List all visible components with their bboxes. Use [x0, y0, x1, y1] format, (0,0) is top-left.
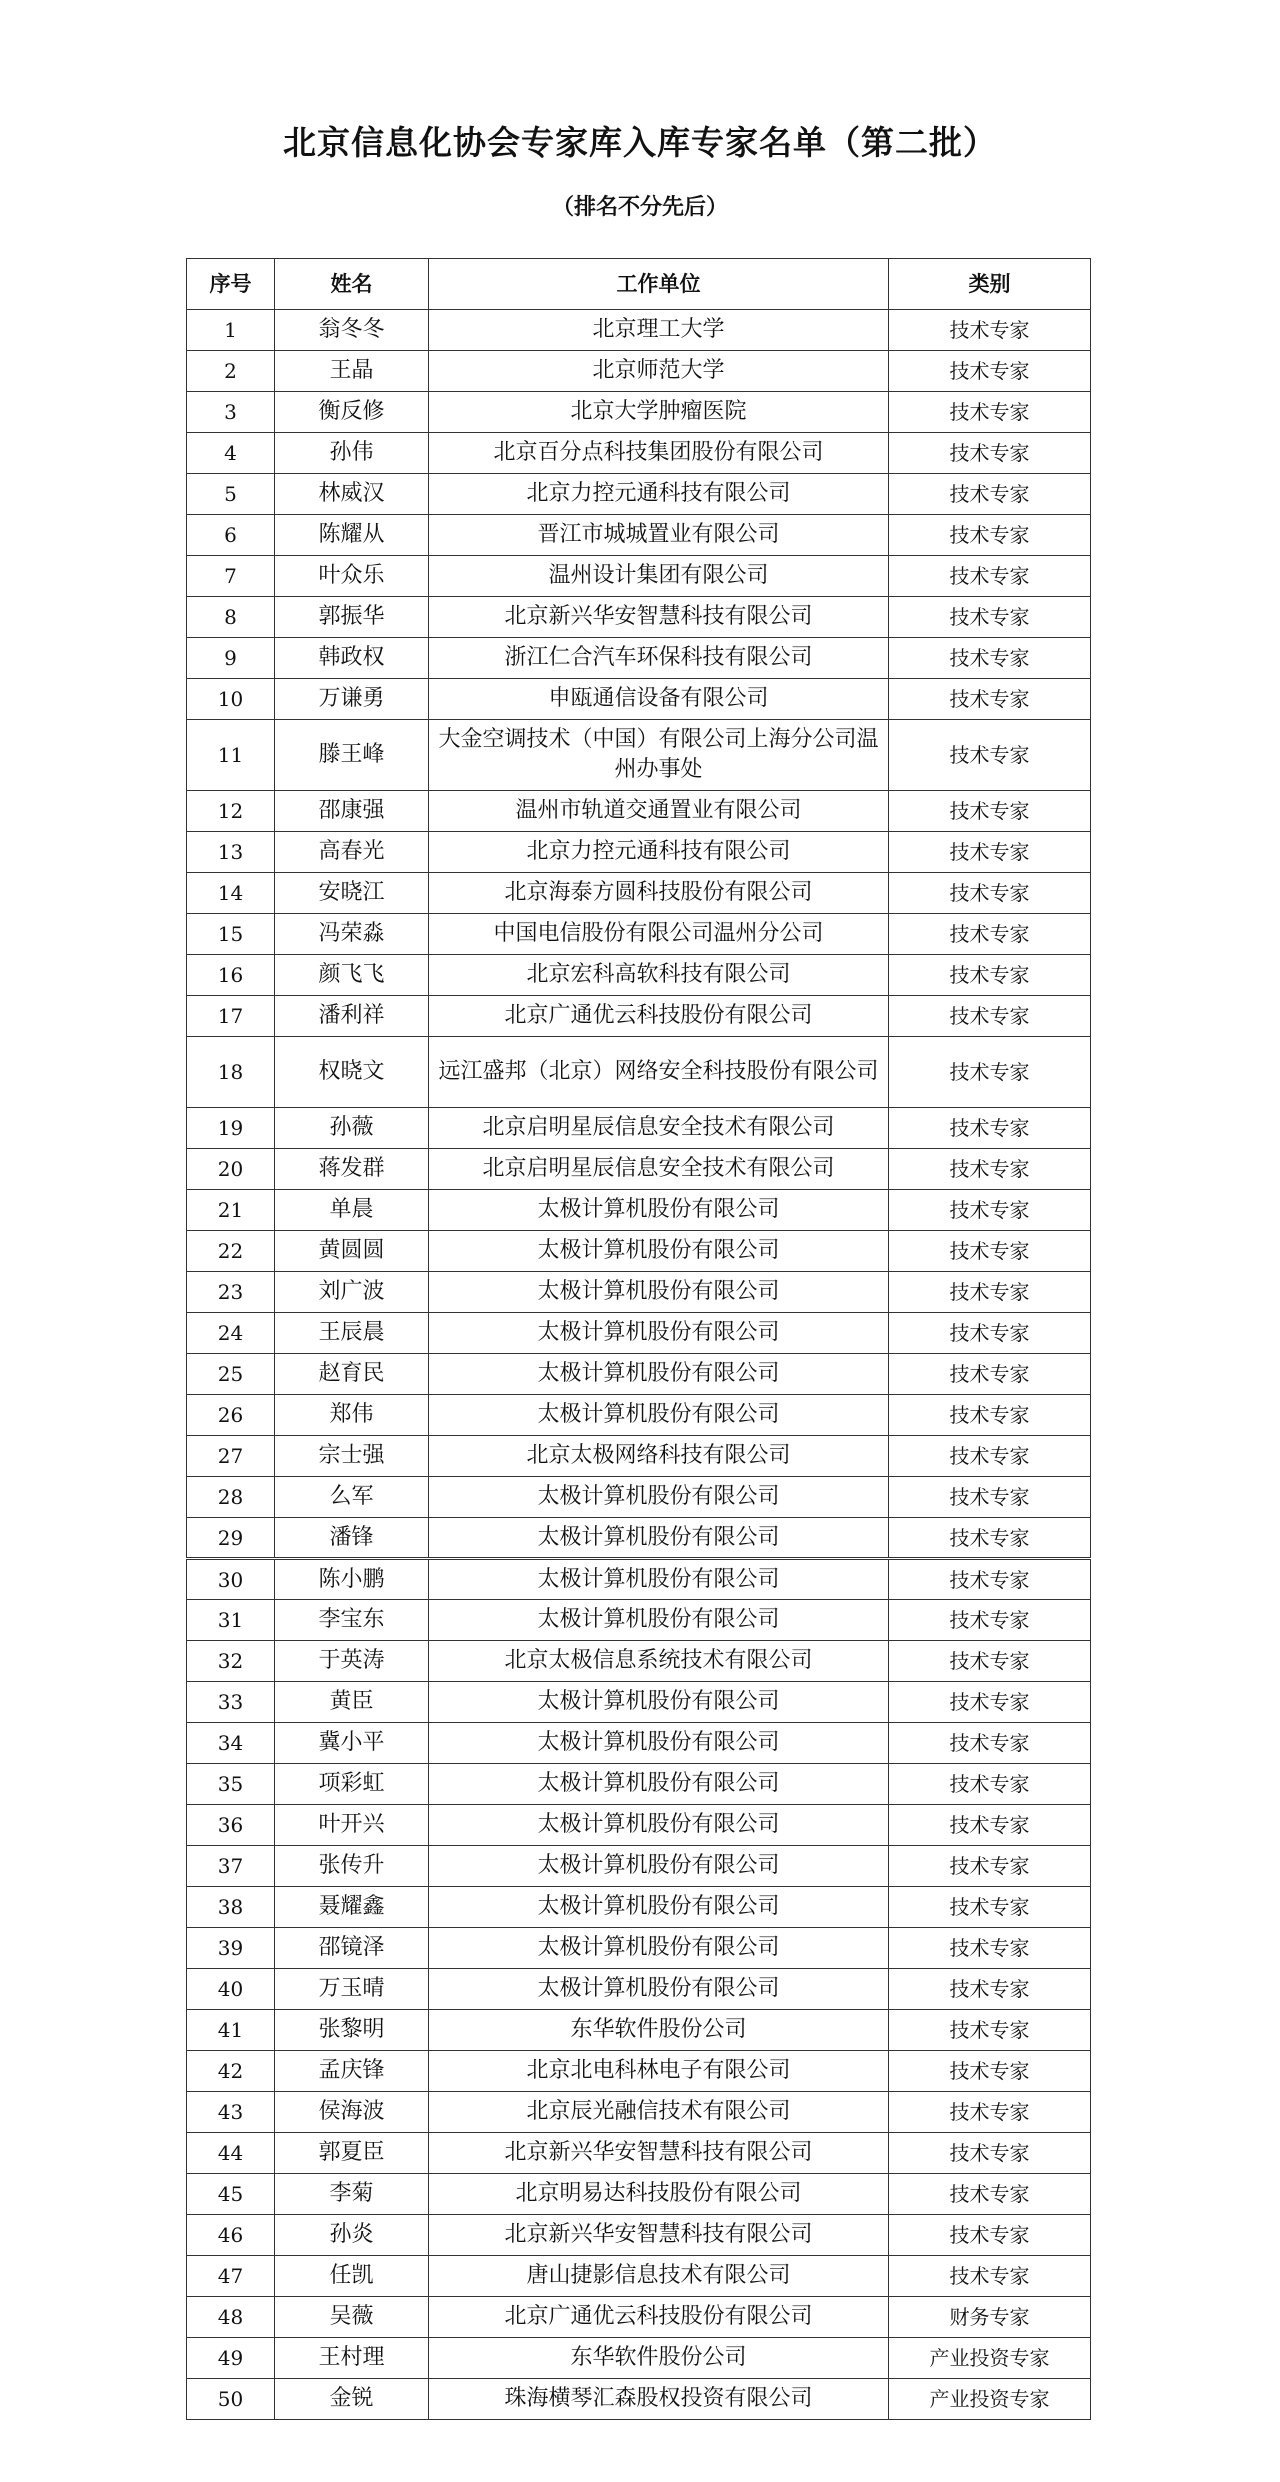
row-seq: 6: [187, 515, 275, 556]
row-seq: 40: [187, 1969, 275, 2010]
row-employer: 北京宏科高软科技有限公司: [429, 955, 889, 996]
row-seq: 10: [187, 679, 275, 720]
table-row: [187, 1231, 1091, 1272]
row-category: 技术专家: [889, 392, 1091, 433]
table-row: [187, 1190, 1091, 1231]
row-employer: 中国电信股份有限公司温州分公司: [429, 914, 889, 955]
row-seq: 13: [187, 832, 275, 873]
row-seq: 16: [187, 955, 275, 996]
row-category: 技术专家: [889, 474, 1091, 515]
row-category: 技术专家: [889, 2256, 1091, 2297]
table-row: [187, 1846, 1091, 1887]
row-seq: 27: [187, 1436, 275, 1477]
table-row: [187, 597, 1091, 638]
table-row: [187, 1641, 1091, 1682]
row-category: 财务专家: [889, 2297, 1091, 2338]
row-name: 邵康强: [275, 791, 429, 832]
row-employer: 申瓯通信设备有限公司: [429, 679, 889, 720]
row-name: 宗士强: [275, 1436, 429, 1477]
row-category: 技术专家: [889, 1313, 1091, 1354]
row-employer: 北京新兴华安智慧科技有限公司: [429, 597, 889, 638]
row-employer: 东华软件股份公司: [429, 2338, 889, 2379]
row-name: 黄圆圆: [275, 1231, 429, 1272]
row-name: 孙伟: [275, 433, 429, 474]
document-title: 北京信息化协会专家库入库专家名单（第二批）: [283, 123, 997, 162]
row-name: 冯荣淼: [275, 914, 429, 955]
row-name: 安晓江: [275, 873, 429, 914]
row-employer: 太极计算机股份有限公司: [429, 1764, 889, 1805]
row-seq: 15: [187, 914, 275, 955]
row-employer: 太极计算机股份有限公司: [429, 1477, 889, 1518]
table-row: [187, 2379, 1091, 2420]
row-seq: 11: [187, 720, 275, 791]
table-row: [187, 1928, 1091, 1969]
table-row: [187, 996, 1091, 1037]
row-seq: 48: [187, 2297, 275, 2338]
table-row: [187, 679, 1091, 720]
row-seq: 14: [187, 873, 275, 914]
row-name: 潘锋: [275, 1518, 429, 1559]
row-employer: 北京北电科林电子有限公司: [429, 2051, 889, 2092]
row-category: 技术专家: [889, 2010, 1091, 2051]
row-employer: 浙江仁合汽车环保科技有限公司: [429, 638, 889, 679]
row-seq: 31: [187, 1600, 275, 1641]
table-row: [187, 2338, 1091, 2379]
table-row: [187, 2092, 1091, 2133]
row-name: 单晨: [275, 1190, 429, 1231]
row-name: 吴薇: [275, 2297, 429, 2338]
table-row: [187, 1764, 1091, 1805]
row-category: 技术专家: [889, 2092, 1091, 2133]
row-name: 韩政权: [275, 638, 429, 679]
row-category: 技术专家: [889, 515, 1091, 556]
table-row: [187, 791, 1091, 832]
row-employer: 北京启明星辰信息安全技术有限公司: [429, 1108, 889, 1149]
row-seq: 36: [187, 1805, 275, 1846]
row-employer: 晋江市城城置业有限公司: [429, 515, 889, 556]
row-category: 技术专家: [889, 597, 1091, 638]
row-category: 技术专家: [889, 2174, 1091, 2215]
row-category: 技术专家: [889, 2215, 1091, 2256]
row-category: 技术专家: [889, 1149, 1091, 1190]
row-category: 技术专家: [889, 351, 1091, 392]
row-name: 权晓文: [275, 1037, 429, 1108]
row-seq: 43: [187, 2092, 275, 2133]
row-category: 技术专家: [889, 1887, 1091, 1928]
row-employer: 温州设计集团有限公司: [429, 556, 889, 597]
row-name: 于英涛: [275, 1641, 429, 1682]
row-seq: 23: [187, 1272, 275, 1313]
table-row: [187, 474, 1091, 515]
row-employer: 太极计算机股份有限公司: [429, 1313, 889, 1354]
row-seq: 30: [187, 1559, 275, 1600]
table-row: [187, 392, 1091, 433]
row-category: 技术专家: [889, 1272, 1091, 1313]
row-category: 技术专家: [889, 433, 1091, 474]
row-employer: 北京新兴华安智慧科技有限公司: [429, 2215, 889, 2256]
row-seq: 33: [187, 1682, 275, 1723]
row-employer: 太极计算机股份有限公司: [429, 1518, 889, 1559]
table-row: [187, 310, 1091, 351]
row-category: 技术专家: [889, 679, 1091, 720]
row-seq: 41: [187, 2010, 275, 2051]
row-category: 技术专家: [889, 791, 1091, 832]
row-seq: 47: [187, 2256, 275, 2297]
row-employer: 太极计算机股份有限公司: [429, 1928, 889, 1969]
row-employer: 太极计算机股份有限公司: [429, 1682, 889, 1723]
row-name: 张传升: [275, 1846, 429, 1887]
row-seq: 12: [187, 791, 275, 832]
row-category: 产业投资专家: [889, 2338, 1091, 2379]
row-category: 技术专家: [889, 1477, 1091, 1518]
row-category: 产业投资专家: [889, 2379, 1091, 2420]
table-row: [187, 720, 1091, 791]
row-name: 么军: [275, 1477, 429, 1518]
expert-table-container: [186, 258, 1090, 2420]
row-employer: 北京海泰方圆科技股份有限公司: [429, 873, 889, 914]
row-employer: 东华软件股份公司: [429, 2010, 889, 2051]
row-seq: 7: [187, 556, 275, 597]
row-seq: 38: [187, 1887, 275, 1928]
row-category: 技术专家: [889, 1037, 1091, 1108]
table-row: [187, 873, 1091, 914]
row-name: 黄臣: [275, 1682, 429, 1723]
table-row: [187, 1723, 1091, 1764]
row-category: 技术专家: [889, 1436, 1091, 1477]
row-name: 聂耀鑫: [275, 1887, 429, 1928]
row-employer: 太极计算机股份有限公司: [429, 1969, 889, 2010]
table-header-row: [187, 259, 1091, 310]
row-name: 冀小平: [275, 1723, 429, 1764]
table-row: [187, 1805, 1091, 1846]
row-seq: 32: [187, 1641, 275, 1682]
row-category: 技术专家: [889, 1559, 1091, 1600]
table-row: [187, 1969, 1091, 2010]
row-category: 技术专家: [889, 1764, 1091, 1805]
row-seq: 17: [187, 996, 275, 1037]
row-name: 孙薇: [275, 1108, 429, 1149]
row-name: 任凯: [275, 2256, 429, 2297]
row-category: 技术专家: [889, 1600, 1091, 1641]
row-employer: 太极计算机股份有限公司: [429, 1887, 889, 1928]
row-employer: 太极计算机股份有限公司: [429, 1354, 889, 1395]
table-row: [187, 955, 1091, 996]
row-name: 万谦勇: [275, 679, 429, 720]
row-employer: 北京力控元通科技有限公司: [429, 832, 889, 873]
row-name: 孟庆锋: [275, 2051, 429, 2092]
row-category: 技术专家: [889, 832, 1091, 873]
table-row: [187, 2051, 1091, 2092]
row-employer: 太极计算机股份有限公司: [429, 1600, 889, 1641]
row-seq: 1: [187, 310, 275, 351]
row-employer: 北京明易达科技股份有限公司: [429, 2174, 889, 2215]
row-employer: 北京理工大学: [429, 310, 889, 351]
row-category: 技术专家: [889, 1190, 1091, 1231]
row-seq: 3: [187, 392, 275, 433]
document-subtitle: （排名不分先后）: [551, 195, 728, 220]
row-category: 技术专家: [889, 873, 1091, 914]
table-row: [187, 638, 1091, 679]
table-body: [187, 310, 1091, 2420]
row-employer: 太极计算机股份有限公司: [429, 1559, 889, 1600]
table-row: [187, 1436, 1091, 1477]
row-employer: 北京太极信息系统技术有限公司: [429, 1641, 889, 1682]
row-name: 郭振华: [275, 597, 429, 638]
row-name: 颜飞飞: [275, 955, 429, 996]
row-employer: 北京太极网络科技有限公司: [429, 1436, 889, 1477]
row-seq: 26: [187, 1395, 275, 1436]
row-category: 技术专家: [889, 2133, 1091, 2174]
row-employer: 北京力控元通科技有限公司: [429, 474, 889, 515]
row-category: 技术专家: [889, 1395, 1091, 1436]
row-name: 金锐: [275, 2379, 429, 2420]
table-row: [187, 1272, 1091, 1313]
table-row: [187, 1149, 1091, 1190]
row-category: 技术专家: [889, 914, 1091, 955]
table-row: [187, 914, 1091, 955]
row-category: 技术专家: [889, 2051, 1091, 2092]
row-name: 张黎明: [275, 2010, 429, 2051]
row-employer: 太极计算机股份有限公司: [429, 1272, 889, 1313]
row-name: 侯海波: [275, 2092, 429, 2133]
row-seq: 21: [187, 1190, 275, 1231]
row-name: 蒋发群: [275, 1149, 429, 1190]
table-row: [187, 1600, 1091, 1641]
row-employer: 太极计算机股份有限公司: [429, 1231, 889, 1272]
row-category: 技术专家: [889, 1231, 1091, 1272]
row-name: 王村理: [275, 2338, 429, 2379]
row-name: 高春光: [275, 832, 429, 873]
table-row: [187, 2133, 1091, 2174]
row-name: 潘利祥: [275, 996, 429, 1037]
row-name: 王晶: [275, 351, 429, 392]
row-employer: 北京百分点科技集团股份有限公司: [429, 433, 889, 474]
row-name: 李菊: [275, 2174, 429, 2215]
header-employer: 工作单位: [429, 259, 889, 310]
row-employer: 北京广通优云科技股份有限公司: [429, 2297, 889, 2338]
row-category: 技术专家: [889, 1641, 1091, 1682]
row-name: 孙炎: [275, 2215, 429, 2256]
row-name: 林威汉: [275, 474, 429, 515]
row-seq: 29: [187, 1518, 275, 1559]
row-seq: 35: [187, 1764, 275, 1805]
table-row: [187, 1108, 1091, 1149]
row-employer: 太极计算机股份有限公司: [429, 1805, 889, 1846]
row-employer: 唐山捷影信息技术有限公司: [429, 2256, 889, 2297]
row-employer: 北京启明星辰信息安全技术有限公司: [429, 1149, 889, 1190]
row-seq: 18: [187, 1037, 275, 1108]
row-seq: 28: [187, 1477, 275, 1518]
row-name: 项彩虹: [275, 1764, 429, 1805]
row-seq: 8: [187, 597, 275, 638]
row-employer: 温州市轨道交通置业有限公司: [429, 791, 889, 832]
row-name: 李宝东: [275, 1600, 429, 1641]
row-employer: 珠海横琴汇森股权投资有限公司: [429, 2379, 889, 2420]
row-seq: 42: [187, 2051, 275, 2092]
row-seq: 39: [187, 1928, 275, 1969]
row-seq: 19: [187, 1108, 275, 1149]
table-row: [187, 1313, 1091, 1354]
table-row: [187, 1037, 1091, 1108]
row-category: 技术专家: [889, 638, 1091, 679]
row-seq: 2: [187, 351, 275, 392]
row-name: 陈小鹏: [275, 1559, 429, 1600]
row-seq: 44: [187, 2133, 275, 2174]
row-category: 技术专家: [889, 1846, 1091, 1887]
row-category: 技术专家: [889, 1723, 1091, 1764]
row-category: 技术专家: [889, 1518, 1091, 1559]
row-category: 技术专家: [889, 720, 1091, 791]
row-name: 万玉晴: [275, 1969, 429, 2010]
table-row: [187, 1682, 1091, 1723]
table-row: [187, 2297, 1091, 2338]
row-seq: 5: [187, 474, 275, 515]
row-seq: 22: [187, 1231, 275, 1272]
row-seq: 46: [187, 2215, 275, 2256]
row-employer: 远江盛邦（北京）网络安全科技股份有限公司: [429, 1037, 889, 1108]
table-row: [187, 515, 1091, 556]
table-row: [187, 1518, 1091, 1559]
table-row: [187, 351, 1091, 392]
row-name: 邵镜泽: [275, 1928, 429, 1969]
row-seq: 34: [187, 1723, 275, 1764]
row-category: 技术专家: [889, 1108, 1091, 1149]
row-seq: 49: [187, 2338, 275, 2379]
table-row: [187, 2256, 1091, 2297]
row-name: 陈耀从: [275, 515, 429, 556]
table-row: [187, 556, 1091, 597]
table-row: [187, 1395, 1091, 1436]
row-category: 技术专家: [889, 1354, 1091, 1395]
row-seq: 37: [187, 1846, 275, 1887]
row-seq: 25: [187, 1354, 275, 1395]
header-name: 姓名: [275, 259, 429, 310]
row-employer: 北京辰光融信技术有限公司: [429, 2092, 889, 2133]
row-employer: 太极计算机股份有限公司: [429, 1723, 889, 1764]
row-seq: 9: [187, 638, 275, 679]
row-name: 滕王峰: [275, 720, 429, 791]
row-name: 王辰晨: [275, 1313, 429, 1354]
row-name: 翁冬冬: [275, 310, 429, 351]
row-employer: 北京师范大学: [429, 351, 889, 392]
table-row: [187, 1354, 1091, 1395]
header-seq: 序号: [187, 259, 275, 310]
row-name: 赵育民: [275, 1354, 429, 1395]
row-name: 叶众乐: [275, 556, 429, 597]
table-row: [187, 2010, 1091, 2051]
table-row: [187, 2215, 1091, 2256]
row-seq: 45: [187, 2174, 275, 2215]
row-category: 技术专家: [889, 310, 1091, 351]
row-category: 技术专家: [889, 1928, 1091, 1969]
row-seq: 50: [187, 2379, 275, 2420]
row-seq: 20: [187, 1149, 275, 1190]
row-category: 技术专家: [889, 996, 1091, 1037]
row-category: 技术专家: [889, 1805, 1091, 1846]
table-row: [187, 1887, 1091, 1928]
row-employer: 太极计算机股份有限公司: [429, 1190, 889, 1231]
header-category: 类别: [889, 259, 1091, 310]
row-employer: 北京大学肿瘤医院: [429, 392, 889, 433]
row-employer: 大金空调技术（中国）有限公司上海分公司温州办事处: [429, 720, 889, 791]
row-category: 技术专家: [889, 1969, 1091, 2010]
table-row: [187, 1559, 1091, 1600]
row-name: 叶开兴: [275, 1805, 429, 1846]
row-category: 技术专家: [889, 955, 1091, 996]
row-seq: 24: [187, 1313, 275, 1354]
row-name: 刘广波: [275, 1272, 429, 1313]
row-name: 衡反修: [275, 392, 429, 433]
table-row: [187, 2174, 1091, 2215]
row-name: 郑伟: [275, 1395, 429, 1436]
row-name: 郭夏臣: [275, 2133, 429, 2174]
table-row: [187, 1477, 1091, 1518]
expert-table: [186, 258, 1091, 2420]
row-employer: 太极计算机股份有限公司: [429, 1846, 889, 1887]
row-employer: 北京广通优云科技股份有限公司: [429, 996, 889, 1037]
row-category: 技术专家: [889, 556, 1091, 597]
table-row: [187, 433, 1091, 474]
row-seq: 4: [187, 433, 275, 474]
row-category: 技术专家: [889, 1682, 1091, 1723]
table-row: [187, 832, 1091, 873]
row-employer: 太极计算机股份有限公司: [429, 1395, 889, 1436]
row-employer: 北京新兴华安智慧科技有限公司: [429, 2133, 889, 2174]
